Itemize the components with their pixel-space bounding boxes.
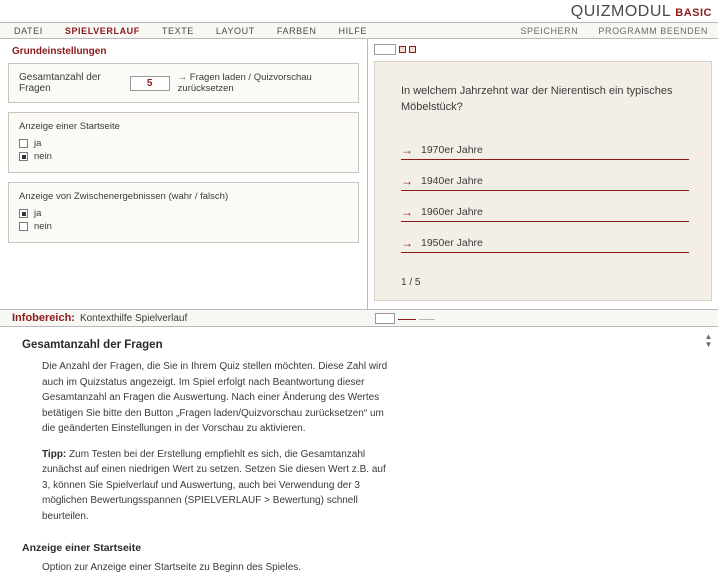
help-scrollbar[interactable] [703,333,714,555]
quiz-answer-label: 1940er Jahre [421,174,483,187]
interim-results-option-nein[interactable] [19,221,348,232]
quiz-answer-label: 1970er Jahre [421,143,483,156]
interim-results-option-ja-label: ja [34,208,42,219]
menu-item-hilfe[interactable]: HILFE [338,25,367,36]
preview-prev-icon[interactable] [399,46,406,53]
start-page-option-nein[interactable] [19,151,348,162]
menu-item-datei[interactable]: DATEI [14,25,43,36]
settings-panel [0,39,368,309]
start-page-label: Anzeige einer Startseite [19,121,120,132]
start-page-option-nein-label: nein [34,151,52,162]
help-heading-start-page: Anzeige einer Startseite [22,542,142,554]
radio-icon[interactable] [19,152,28,161]
interim-results-option-ja[interactable] [19,208,348,219]
menu-item-spielverlauf[interactable]: SPIELVERLAUF [64,25,140,36]
quiz-answer-option[interactable] [401,237,689,253]
menu-item-layout[interactable]: LAYOUT [215,25,255,36]
total-questions-input[interactable] [130,76,170,91]
settings-section-title: Grundeinstellungen [12,46,107,57]
radio-icon[interactable] [19,139,28,148]
interim-results-label: Anzeige von Zwischenergebnissen (wahr / falsch) [19,191,229,202]
group-interim-results [8,182,359,243]
radio-icon[interactable] [19,222,28,231]
preview-next-icon[interactable] [409,46,416,53]
app-edition-badge: BASIC [675,7,712,19]
arrow-right-icon: → [401,173,413,188]
info-underline-icon [419,317,435,320]
info-bar-controls [375,313,435,324]
app-title [571,3,712,21]
help-paragraph-tip [42,447,392,525]
info-bar-label: Infobereich: [12,312,75,324]
scroll-up-icon[interactable]: ▲ [704,332,713,341]
start-page-option-ja[interactable] [19,138,348,149]
help-tip-text: Zum Testen bei der Erstellung empfiehlt es sich, die Gesamtanzahl zunächst auf einen niedrigen Wert zu setzen. Setzen Sie diesen Wert z.B. auf 3, können Sie Spielverlauf und Auswertung, auch bei Verwendung der 3 möglichen Bewertungsspannen (SPIELVERLAUF > Bewertung) schnell beurteilen. [42,448,386,522]
main-area [0,39,718,309]
arrow-right-icon: → [401,235,413,250]
preview-toolbar [374,43,712,56]
info-page-icon[interactable] [375,313,395,324]
quiz-answer-option[interactable] [401,206,689,222]
title-bar [0,0,718,22]
group-total-questions [8,63,359,103]
group-start-page [8,112,359,173]
help-paragraph-total-questions: Die Anzahl der Fragen, die Sie in Ihrem Quiz stellen möchten. Diese Zahl wird auch im Quizstatus angezeigt. Im Spiel erfolgt nach Beantwortung dieser Gesamtanzahl an Fragen die Auswertung. Nach einer Änderung des Wertes betätigen Sie bitte den Button „Fragen laden/Quizvorschau zurücksetzen“ um die geänderten Einstellungen in der Vorschau zu aktivieren. [42,361,388,434]
preview-page-icon[interactable] [374,44,396,55]
help-tip-label: Tipp: [42,448,67,460]
menu-right-group [520,26,708,36]
quiz-pager: 1 / 5 [401,277,421,288]
info-underline-accent-icon [398,317,416,320]
quiz-answer-label: 1950er Jahre [421,236,483,249]
menu-item-programm-beenden[interactable]: PROGRAMM BEENDEN [598,25,708,36]
menu-item-farben[interactable]: FARBEN [276,25,317,36]
arrow-right-icon: → [401,204,413,219]
help-paragraph-start-page: Option zur Anzeige einer Startseite zu Beginn des Spieles. [42,562,302,573]
menu-left-group [0,26,367,36]
scroll-down-icon[interactable]: ▼ [704,340,713,349]
menu-item-speichern[interactable]: SPEICHERN [520,25,579,36]
quiz-preview-panel [368,39,718,309]
arrow-right-icon: → [401,142,413,157]
quiz-answer-label: 1960er Jahre [421,205,483,218]
menu-item-texte[interactable]: TEXTE [161,25,194,36]
interim-results-option-nein-label: nein [34,221,52,232]
app-title-text: QUIZMODUL [570,3,672,20]
quiz-answer-option[interactable] [401,144,689,160]
quiz-card [374,61,712,301]
quiz-answer-list [401,144,689,253]
quiz-question: In welchem Jahrzehnt war der Nierentisch ein typisches Möbelstück? [401,85,673,113]
radio-icon[interactable] [19,209,28,218]
reload-questions-button[interactable]: → Fragen laden / Quizvorschau zurücksetzen [177,72,312,94]
info-bar [0,309,718,327]
quiz-answer-option[interactable] [401,175,689,191]
menu-bar [0,22,718,39]
total-questions-label: Gesamtanzahl der Fragen [19,72,101,94]
info-bar-subtitle: Kontexthilfe Spielverlauf [79,312,188,324]
help-content [0,327,718,573]
total-questions-row [19,72,348,94]
start-page-option-ja-label: ja [34,138,42,149]
help-heading-total-questions: Gesamtanzahl der Fragen [22,339,163,351]
